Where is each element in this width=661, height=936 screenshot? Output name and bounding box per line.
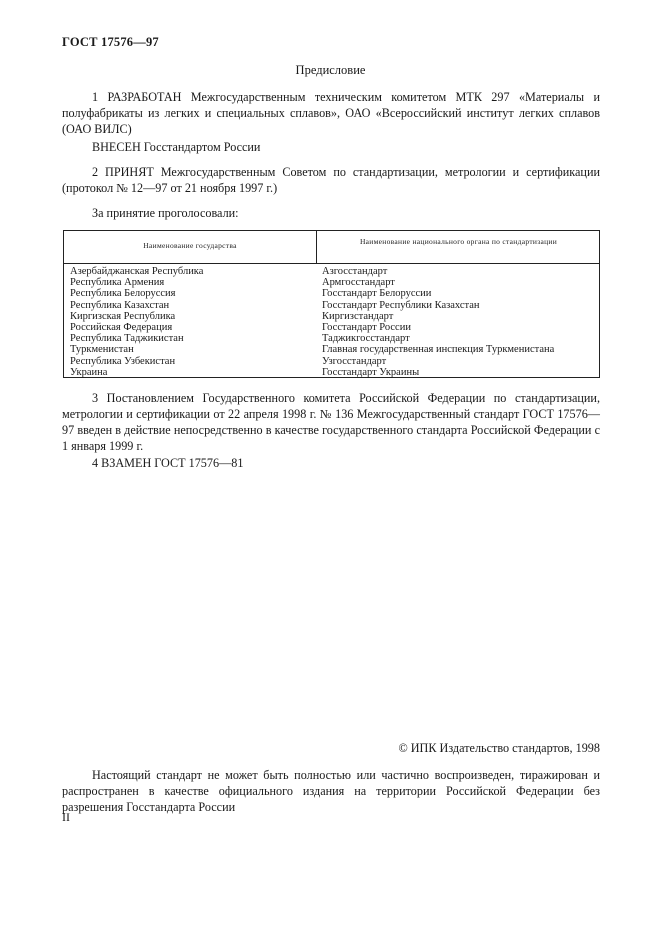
table-row: [64, 266, 599, 277]
state-name-cell: Туркменистан: [70, 344, 134, 356]
table-row: [64, 277, 599, 288]
paragraph-voted: За принятие проголосовали:: [92, 206, 239, 220]
state-name-cell: Азербайджанская Республика: [70, 266, 204, 277]
paragraph-introduced: ВНЕСЕН Госстандартом России: [92, 140, 261, 154]
table-row: [64, 322, 599, 333]
document-code: ГОСТ 17576—97: [62, 35, 159, 49]
table-row: [64, 344, 599, 355]
table-row: [64, 311, 599, 322]
state-name-cell: Российская Федерация: [70, 321, 173, 333]
voting-table: [63, 230, 600, 378]
state-name-cell: Республика Таджикистан: [70, 333, 184, 345]
table-row: [64, 300, 599, 311]
standards-body-cell: Киргизстандарт: [322, 310, 394, 322]
table-row: [64, 288, 599, 299]
state-name-cell: Республика Армения: [70, 277, 165, 289]
state-name-cell: Республика Узбекистан: [70, 355, 176, 367]
standards-body-cell: Госстандарт Украины: [322, 366, 420, 378]
standards-body-cell: Азгосстандарт: [322, 266, 388, 277]
paragraph-adopted: 2 ПРИНЯТ Межгосударственным Советом по стандартизации, метрологии и сертификации (протокол № 12—97 от 21 ноября 1997 г.): [62, 165, 600, 195]
standards-body-cell: Узгосстандарт: [322, 355, 387, 367]
standards-body-cell: Госстандарт Республики Казахстан: [322, 299, 480, 311]
standards-body-cell: Армгосстандарт: [322, 277, 395, 289]
column-header-state: Наименование государства: [143, 241, 237, 250]
table-body: [64, 266, 599, 378]
standards-body-cell: Госстандарт Белоруссии: [322, 288, 432, 300]
paragraph-resolution: 3 Постановлением Государственного комитета Российской Федерации по стандартизации, метрологии и сертификации от 22 апреля 1998 г. № 136 Межгосударственный стандарт ГОСТ 17576—97 введен в действие непосредственно в качестве государственного стандарта Российской Федерации с 1 января 1999 г.: [62, 391, 600, 453]
reproduction-notice: Настоящий стандарт не может быть полностью или частично воспроизведен, тиражирован и распространен в качестве официального издания на территории Российской Федерации без разрешения Госстандарта России: [62, 768, 600, 814]
table-row: [64, 367, 599, 378]
standards-body-cell: Госстандарт России: [322, 321, 411, 333]
state-name-cell: Украина: [70, 366, 108, 378]
standards-body-cell: Таджикгосстандарт: [322, 333, 410, 345]
paragraph-developed: 1 РАЗРАБОТАН Межгосударственным техническим комитетом МТК 297 «Материалы и полуфабрикаты из легких и специальных сплавов», ОАО «Всероссийский институт легких сплавов (ОАО ВИЛС): [62, 90, 600, 136]
standards-body-cell: Главная государственная инспекция Туркменистана: [322, 344, 555, 356]
copyright-line: © ИПК Издательство стандартов, 1998: [398, 741, 600, 755]
paragraph-replaces: 4 ВЗАМЕН ГОСТ 17576—81: [92, 456, 244, 470]
table-row: [64, 356, 599, 367]
state-name-cell: Республика Белоруссия: [70, 288, 176, 300]
column-header-org: Наименование национального органа по стандартизации: [359, 237, 558, 246]
table-header: [64, 231, 599, 264]
table-row: [64, 333, 599, 344]
page-number: II: [62, 810, 70, 824]
state-name-cell: Киргизская Республика: [70, 310, 176, 322]
page-title: Предисловие: [295, 63, 366, 77]
state-name-cell: Республика Казахстан: [70, 299, 170, 311]
